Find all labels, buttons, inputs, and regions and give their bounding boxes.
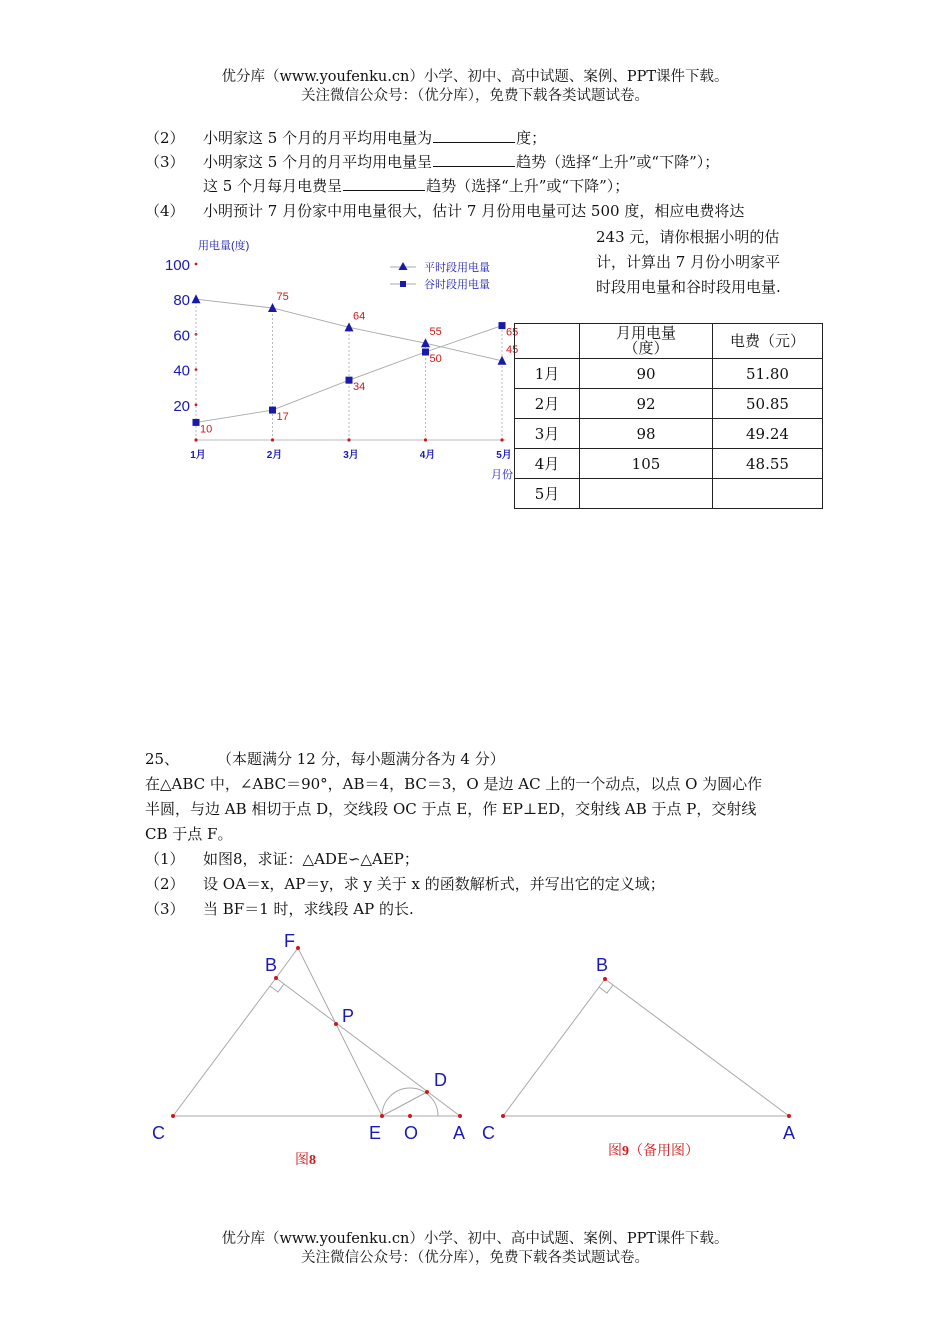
point-d — [425, 1090, 429, 1094]
electricity-fee-table — [514, 323, 823, 509]
data-point-square — [499, 322, 506, 329]
x-tick-label: 2月 — [266, 450, 283, 461]
footer-line-2: 关注微信公众号：（优分库），免费下载各类试题试卷。 — [301, 1250, 649, 1266]
x-tick-dot — [347, 438, 350, 441]
label-c: C — [482, 1123, 495, 1143]
table-cell-usage: 105 — [580, 449, 713, 479]
q25-part3-number: （3） — [145, 900, 185, 918]
label-f: F — [284, 931, 295, 951]
table-cell-month: 1月 — [515, 359, 580, 389]
x-tick-label: 4月 — [419, 450, 436, 461]
x-tick-label: 3月 — [343, 450, 359, 461]
table-row — [515, 419, 823, 449]
table-cell-usage — [580, 479, 713, 509]
label-c: C — [152, 1123, 165, 1143]
q24-part2-text: 小明家这 5 个月的月平均用电量为 — [203, 129, 433, 147]
q25-number: 25、 — [145, 750, 180, 768]
point-o — [408, 1114, 412, 1118]
point-a — [458, 1114, 462, 1118]
table-cell-month: 5月 — [515, 479, 580, 509]
legend-marker-triangle — [399, 262, 408, 270]
x-tick-label: 5月 — [496, 450, 512, 461]
label-b: B — [596, 955, 609, 975]
label-e: E — [369, 1123, 382, 1143]
point-a — [787, 1114, 791, 1118]
q25-part1-number: （1） — [145, 850, 185, 868]
point-c — [501, 1114, 505, 1118]
segment-fe — [298, 948, 382, 1116]
table-cell-fee — [713, 479, 823, 509]
q24-part2-number: （2） — [145, 129, 185, 147]
q24-part4-line1 — [145, 201, 744, 221]
point-b — [274, 976, 278, 980]
label-p: P — [342, 1006, 355, 1026]
table-header-usage — [580, 324, 713, 359]
q25-part2 — [145, 874, 665, 894]
q24-part2-unit: 度； — [516, 129, 547, 147]
data-point-triangle — [192, 294, 201, 303]
q24-part3-fee-choice: 趋势（选择“上升”或“下降”）； — [426, 177, 630, 195]
table-cell-usage: 92 — [580, 389, 713, 419]
table-cell-fee: 49.24 — [713, 419, 823, 449]
q24-part4-number: （4） — [145, 202, 185, 220]
data-point-square — [346, 377, 353, 384]
q25-body-line3: CB 于点 F。 — [145, 825, 233, 843]
data-label: 45 — [506, 343, 519, 356]
table-cell-month: 3月 — [515, 419, 580, 449]
q25-part3 — [145, 899, 414, 919]
q25-score-note: （本题满分 12 分，每小题满分各为 4 分） — [217, 750, 505, 768]
table-cell-month: 2月 — [515, 389, 580, 419]
y-tick-dot — [195, 263, 198, 266]
answer-blank — [433, 128, 515, 143]
y-tick-label: 40 — [173, 362, 190, 380]
legend-label: 谷时段用电量 — [424, 279, 490, 291]
data-point-square — [269, 407, 276, 414]
q25-title — [145, 749, 505, 769]
q24-part4-line2: 243 元，请你根据小明的估 — [596, 228, 780, 246]
footer-line-1: 优分库（www.youfenku.cn）小学、初中、高中试题、案例、PPT课件下载。 — [221, 1231, 729, 1247]
label-b: B — [265, 955, 278, 975]
y-tick-label: 80 — [173, 292, 190, 310]
q25-part3-text: 当 BF＝1 时，求线段 AP 的长. — [203, 900, 414, 918]
answer-blank — [433, 152, 515, 167]
q24-part3-fee — [203, 176, 629, 196]
label-a: A — [453, 1123, 466, 1143]
x-tick-dot — [424, 438, 427, 441]
table-row — [515, 449, 823, 479]
table-header-usage-line2: （度） — [623, 339, 669, 357]
label-a: A — [783, 1123, 796, 1143]
data-label: 64 — [353, 310, 366, 323]
data-label: 65 — [506, 326, 519, 339]
legend-marker-square — [400, 281, 406, 287]
y-tick-label: 20 — [173, 397, 190, 415]
q25-part1 — [145, 849, 419, 869]
point-f — [296, 946, 300, 950]
table-cell-usage: 90 — [580, 359, 713, 389]
table-header-month — [515, 324, 580, 359]
table-cell-month: 4月 — [515, 449, 580, 479]
q25-part2-number: （2） — [145, 875, 185, 893]
segment-ba — [276, 978, 460, 1116]
table-cell-fee: 48.55 — [713, 449, 823, 479]
y-axis-label: 用电量(度) — [198, 240, 250, 252]
q24-part3-number: （3） — [145, 153, 185, 171]
q24-part4-text: 小明预计 7 月份家中用电量很大，估计 7 月份用电量可达 500 度，相应电费将达 — [203, 202, 745, 220]
table-cell-fee: 51.80 — [713, 359, 823, 389]
figure-8-caption: 图8 — [295, 1153, 316, 1168]
q24-part4-line3: 计，计算出 7 月份小明家平 — [596, 253, 781, 271]
x-tick-dot — [194, 438, 197, 441]
table-row — [515, 389, 823, 419]
label-o: O — [404, 1123, 419, 1143]
answer-blank — [343, 176, 425, 191]
segment-cb — [173, 978, 276, 1116]
data-point-square — [422, 349, 429, 356]
figure-9-caption: 图9（备用图） — [608, 1144, 699, 1159]
right-angle-mark-b — [599, 985, 613, 993]
q24-part3-choice: 趋势（选择“上升”或“下降”）； — [516, 153, 720, 171]
q24-part3 — [145, 152, 719, 172]
q24-part3-text: 小明家这 5 个月的月平均用电量呈 — [203, 153, 433, 171]
table-header-usage-line1: 月用电量 — [615, 324, 676, 342]
table-row — [515, 359, 823, 389]
point-b — [603, 977, 607, 981]
header-line-2: 关注微信公众号：（优分库），免费下载各类试题试卷。 — [301, 88, 649, 104]
point-p — [334, 1022, 338, 1026]
x-tick-label: 1月 — [190, 450, 206, 461]
q25-part1-text: 如图8，求证：△ADE∽△AEP； — [203, 850, 419, 868]
q24-part4-line4: 时段用电量和谷时段用电量. — [596, 278, 781, 296]
q25-body-line1: 在△ABC 中，∠ABC＝90°，AB＝4，BC＝3，O 是边 AC 上的一个动点，以点 O 为圆心作 — [145, 775, 763, 793]
q24-part2 — [145, 128, 546, 148]
table-header-fee: 电费（元） — [713, 324, 823, 359]
y-tick-label: 60 — [173, 327, 190, 345]
point-e — [380, 1114, 384, 1118]
x-axis-label: 月份 — [491, 469, 513, 481]
data-label: 75 — [276, 291, 289, 303]
segment-cb — [503, 979, 605, 1116]
legend-label: 平时段用电量 — [424, 262, 490, 274]
q24-part3-fee-text: 这 5 个月每月电费呈 — [203, 177, 343, 195]
segment-ba — [605, 979, 789, 1116]
q25-part2-text: 设 OA＝x，AP＝y，求 y 关于 x 的函数解析式，并写出它的定义域； — [203, 875, 665, 893]
y-tick-label: 100 — [164, 257, 190, 274]
table-row — [515, 479, 823, 509]
table-header-row — [515, 324, 823, 359]
data-label: 10 — [200, 423, 213, 436]
data-label: 17 — [276, 411, 289, 424]
label-d: D — [434, 1070, 447, 1090]
data-label: 34 — [353, 381, 366, 394]
figure-8 — [140, 925, 480, 1175]
x-tick-dot — [271, 438, 274, 441]
right-angle-mark-b — [270, 984, 284, 992]
table-cell-fee: 50.85 — [713, 389, 823, 419]
figure-9 — [478, 945, 808, 1165]
q25-body-line2: 半圆，与边 AB 相切于点 D，交线段 OC 于点 E，作 EP⊥ED，交射线 AB 于点 P，交射线 — [145, 800, 757, 818]
data-label: 55 — [429, 326, 442, 339]
data-point-square — [193, 419, 200, 426]
electricity-usage-chart — [150, 232, 530, 488]
table-cell-usage: 98 — [580, 419, 713, 449]
segment-ed — [382, 1092, 427, 1116]
segment-bf — [276, 948, 298, 978]
data-label: 50 — [429, 353, 442, 365]
header-line-1: 优分库（www.youfenku.cn）小学、初中、高中试题、案例、PPT课件下载。 — [221, 69, 729, 85]
point-c — [171, 1114, 175, 1118]
x-tick-dot — [500, 438, 503, 441]
